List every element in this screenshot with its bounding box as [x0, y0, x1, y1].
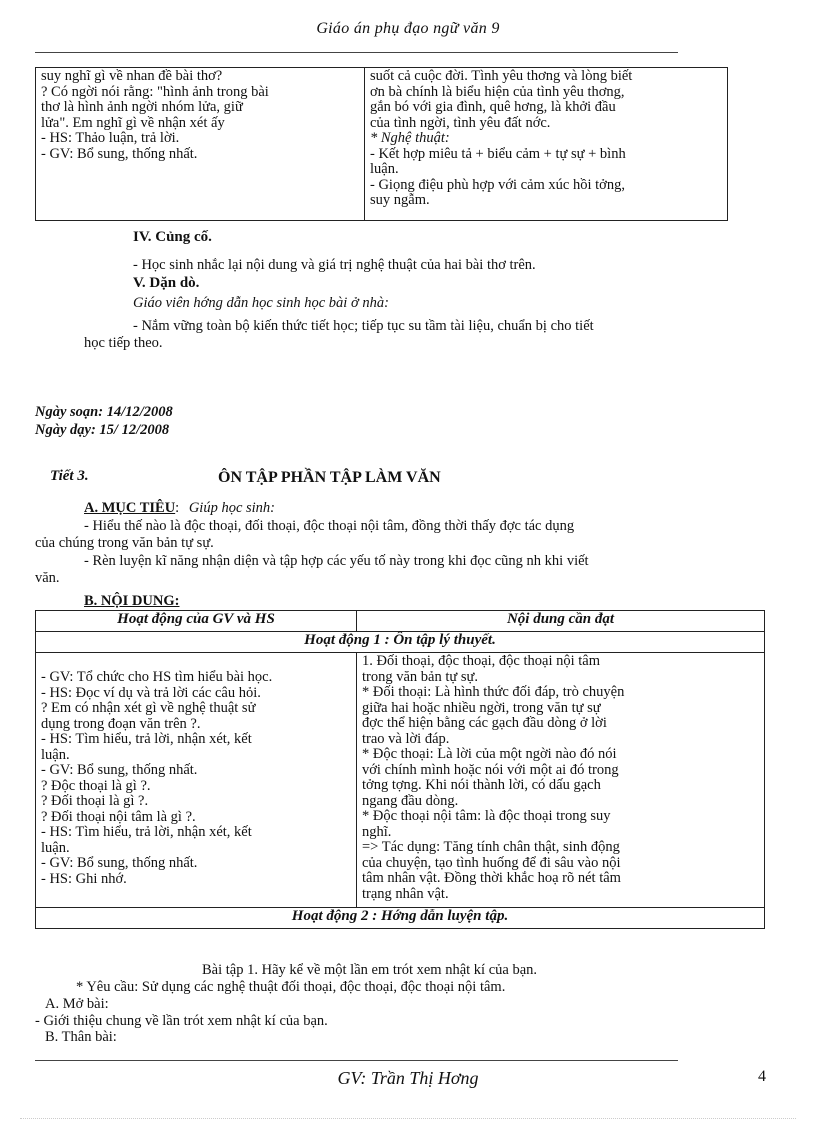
objectives-colon: : — [175, 500, 180, 516]
section-v-text: - Nắm vững toàn bộ kiến thức tiết học; tiếp tục su tầm tài liệu, chuẩn bị cho tiết — [133, 318, 594, 334]
text-line: * Nghệ thuật: — [370, 130, 450, 146]
objectives-line: của chúng trong văn bản tự sự. — [35, 535, 214, 551]
text-line: 1. Đối thoại, độc thoại, độc thoại nội tâm — [362, 653, 600, 669]
exercise-title: Bài tập 1. Hãy kể về một lần em trót xem nhật kí của bạn. — [202, 962, 538, 978]
document-header-title: Giáo án phụ đạo ngữ văn 9 — [316, 20, 500, 37]
page-number: 4 — [758, 1068, 766, 1085]
section-v-heading: V. Dặn dò. — [133, 275, 200, 291]
exercise-part-a-text: - Giới thiệu chung về lần trót xem nhật kí của bạn. — [35, 1013, 328, 1029]
text-line: trao và lời đáp. — [362, 730, 450, 747]
text-line: suy nghĩ gì về nhan đề bài thơ? — [41, 68, 223, 84]
text-line: ơn bà chính là biểu hiện của tình yêu thơng, — [370, 83, 625, 100]
section-v-text-cont: học tiếp theo. — [84, 335, 163, 351]
text-line: đợc thể hiện bằng các gạch đầu dòng ở lời — [362, 715, 607, 731]
text-line: - HS: Ghi nhớ. — [41, 870, 127, 887]
activities-table — [35, 610, 765, 929]
text-line: ngang đầu dòng. — [362, 792, 459, 809]
text-line: nghĩ. — [362, 823, 392, 840]
text-line: ? Đối thoại nội tâm là gì ?. — [41, 808, 196, 825]
section-v-instruction: Giáo viên hớng dẫn học sinh học bài ở nhà: — [133, 295, 389, 311]
exercise-part-a: A. Mở bài: — [45, 996, 109, 1012]
text-line: - HS: Đọc ví dụ và trả lời các câu hỏi. — [41, 684, 261, 701]
text-line: luận. — [41, 746, 70, 763]
text-line: * Độc thoại: Là lời của một ngời nào đó nói — [362, 746, 617, 762]
continuation-table — [35, 67, 728, 221]
text-line: trạng nhân vật. — [362, 885, 449, 902]
activities-left-cell — [36, 653, 357, 908]
objectives-line: văn. — [35, 570, 60, 586]
text-line: của chuyện, tạo tình huống để đi sâu vào nội — [362, 854, 621, 871]
text-line: * Đối thoại: Là hình thức đối đáp, trò chuyện — [362, 684, 625, 700]
text-line: trong văn bản tự sự. — [362, 668, 478, 685]
activities-right-cell — [357, 653, 765, 908]
text-line: giữa hai hoặc nhiều ngời, trong văn tự sự — [362, 699, 601, 716]
text-line: thơ là hình ảnh ngời nhóm lửa, giữ — [41, 99, 243, 115]
text-line: - GV: Bổ sung, thống nhất. — [41, 762, 198, 778]
objectives-subtitle: Giúp học sinh: — [188, 500, 276, 516]
continuation-right-cell — [365, 68, 728, 221]
continuation-left-cell — [36, 68, 365, 221]
text-line: gắn bó với gia đình, quê hơng, là khởi đầu — [370, 99, 616, 115]
activity-2-heading: Hoạt động 2 : Hớng dẫn luyện tập. — [36, 908, 765, 929]
text-line: tâm nhân vật. Đồng thời khắc hoạ rõ nét tâm — [362, 870, 621, 886]
text-line: - Giọng điệu phù hợp với cảm xúc hồi tởng, — [370, 176, 625, 193]
exercise-requirement: * Yêu cầu: Sử dụng các nghệ thuật đối thoại, độc thoại, độc thoại nội tâm. — [76, 979, 506, 995]
text-line: * Độc thoại nội tâm: là độc thoại trong suy — [362, 808, 611, 824]
objectives-heading: A. MỤC TIÊU — [84, 500, 176, 516]
text-line: tởng tợng. Khi nói thành lời, có dấu gạch — [362, 777, 601, 793]
text-line: ? Em có nhận xét gì về nghệ thuật sử — [41, 700, 256, 716]
column-header-right: Nội dung cần đạt — [357, 611, 765, 632]
prepare-date: Ngày soạn: 14/12/2008 — [35, 404, 173, 420]
objectives-line: - Hiểu thế nào là độc thoại, đối thoại, độc thoại nội tâm, đồng thời thấy đợc tác dụng — [84, 518, 575, 534]
lesson-period: Tiết 3. — [50, 468, 89, 484]
column-header-left: Hoạt động của GV và HS — [36, 611, 357, 632]
objectives-heading-line — [84, 500, 275, 517]
footer-author: GV: Trần Thị Hơng — [337, 1068, 479, 1088]
text-line: => Tác dụng: Tăng tính chân thật, sinh động — [362, 839, 620, 855]
objectives-line: - Rèn luyện kĩ năng nhận diện và tập hợp các yếu tố này trong khi đọc cũng nh khi viết — [84, 553, 589, 569]
text-line: - HS: Tìm hiểu, trả lời, nhận xét, kết — [41, 824, 252, 840]
text-line — [41, 654, 351, 670]
text-line: - HS: Tìm hiểu, trả lời, nhận xét, kết — [41, 731, 252, 747]
activity-1-heading: Hoạt động 1 : Ôn tập lý thuyết. — [36, 632, 765, 653]
text-line: dụng trong đoạn văn trên ?. — [41, 715, 201, 732]
text-line: - GV: Tổ chức cho HS tìm hiểu bài học. — [41, 669, 273, 685]
text-line: luận. — [370, 161, 399, 177]
section-iv-text: - Học sinh nhắc lại nội dung và giá trị nghệ thuật của hai bài thơ trên. — [133, 257, 536, 273]
text-line: - HS: Thảo luận, trả lời. — [41, 130, 180, 146]
text-line: ? Độc thoại là gì ?. — [41, 777, 151, 794]
teach-date: Ngày dạy: 15/ 12/2008 — [35, 422, 170, 438]
header-rule — [35, 52, 678, 53]
content-heading: B. NỘI DUNG: — [84, 593, 180, 609]
text-line: - GV: Bổ sung, thống nhất. — [41, 855, 198, 871]
section-iv-heading: IV. Củng cố. — [133, 229, 212, 245]
lesson-title: ÔN TẬP PHẦN TẬP LÀM VĂN — [218, 469, 441, 486]
text-line: suốt cả cuộc đời. Tình yêu thơng và lòng biết — [370, 68, 633, 84]
text-line: suy ngẫm. — [370, 192, 430, 208]
text-line: với chính mình hoặc nói với một ai đó trong — [362, 761, 619, 778]
footer-rule — [35, 1060, 678, 1061]
text-line: của tình ngời, tình yêu đất nớc. — [370, 114, 551, 131]
exercise-part-b: B. Thân bài: — [45, 1029, 117, 1045]
text-line: - GV: Bổ sung, thống nhất. — [41, 145, 198, 162]
text-line: - Kết hợp miêu tả + biểu cảm + tự sự + bình — [370, 145, 626, 162]
text-line: lửa". Em nghĩ gì về nhận xét ấy — [41, 114, 225, 131]
text-line: ? Đối thoại là gì ?. — [41, 793, 149, 809]
text-line: ? Có ngời nói rằng: "hình ảnh trong bài — [41, 83, 269, 100]
page-bottom-dotted-edge — [20, 1118, 796, 1119]
text-line: luận. — [41, 839, 70, 856]
